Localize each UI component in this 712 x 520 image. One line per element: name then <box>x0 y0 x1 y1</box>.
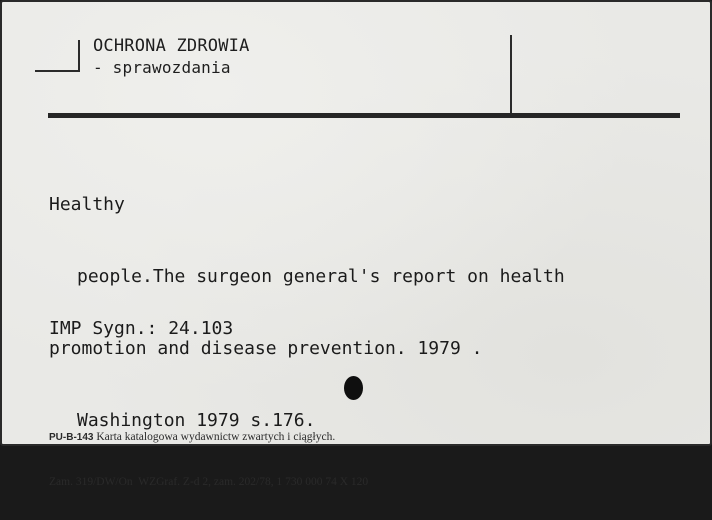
subject-heading-sub: - sprawozdania <box>93 58 231 77</box>
footer-line-2: Zam. 319/DW/On WZGraf. Z-d 2, zam. 202/78, 1 730 000 74 X 120 <box>49 476 369 488</box>
footer-description: Karta katalogowa wydawnictw zwartych i ciągłych. <box>96 431 336 443</box>
entry-imprint: Washington 1979 s.176. <box>77 410 316 431</box>
footer-line-1 <box>49 430 368 445</box>
subject-heading-main: OCHRONA ZDROWIA <box>93 36 250 56</box>
header-corner-mark <box>35 40 80 72</box>
footer-print-code: PU-B-143 <box>49 432 94 443</box>
entry-title-continued: people.The surgeon general's report on health <box>77 266 565 287</box>
entry-title-end: promotion and disease prevention. 1979 . <box>49 338 483 359</box>
entry-title-start: Healthy <box>49 194 125 215</box>
punch-hole <box>344 376 363 400</box>
shelf-signature: IMP Sygn.: 24.103 <box>49 318 234 339</box>
card-footer <box>49 400 368 520</box>
header-divider-vertical <box>510 35 512 113</box>
subject-heading <box>93 35 250 79</box>
header-divider-horizontal <box>48 113 680 118</box>
